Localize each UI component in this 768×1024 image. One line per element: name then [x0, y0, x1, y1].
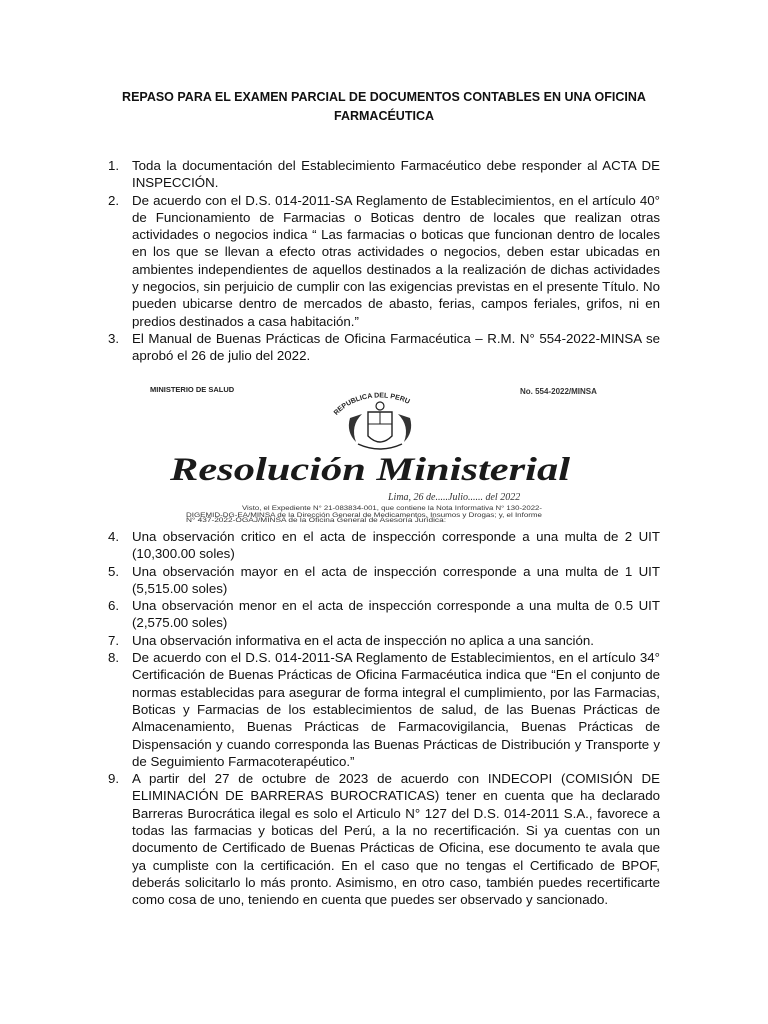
item-number: 2.: [108, 192, 120, 208]
item-number: 6.: [108, 598, 120, 614]
resolution-number: No. 554-2022/MINSA: [520, 387, 597, 396]
item-number: 7.: [108, 632, 120, 648]
numbered-list-part-1: [108, 157, 660, 365]
svg-text:REPUBLICA DEL PERU: REPUBLICA DEL PERU: [332, 392, 411, 417]
list-item: [108, 649, 660, 770]
visto-line-1: Visto, el Expediente N° 21-083834-001, que contiene la Nota Informativa N° 130-2022-: [242, 505, 485, 512]
item-text: Una observación informativa en el acta de inspección no aplica a una sanción.: [132, 632, 594, 648]
list-item: [108, 563, 660, 598]
visto-line-2: DIGEMID-DG-EA/MINSA de la Dirección General de Medicamentos, Insumos y Drogas; y, el Informe: [186, 512, 543, 519]
item-text: El Manual de Buenas Prácticas de Oficina Farmacéutica – R.M. N° 554-2022-MINSA se aprobó el 26 de julio del 2022.: [132, 330, 660, 364]
list-item: [108, 192, 660, 330]
item-text: Toda la documentación del Establecimiento Farmacéutico debe responder al ACTA DE INSPECCIÓN.: [132, 158, 660, 191]
list-item: [108, 528, 660, 563]
item-text: Una observación critico en el acta de inspección corresponde a una multa de 2 UIT (10,300.00 soles): [132, 529, 660, 562]
item-number: 5.: [108, 563, 120, 579]
item-number: 3.: [108, 330, 120, 346]
list-item: [108, 157, 660, 192]
item-number: 4.: [108, 529, 120, 544]
list-item: [108, 330, 660, 365]
item-text: A partir del 27 de octubre de 2023 de acuerdo con INDECOPI (COMISIÓN DE ELIMINACIÓN DE BARRERAS BUROCRATICAS) tener en cuenta que ha declarado Barreras Burocrática ilegal es solo el Articulo N° 127 del D.S. 014-2011 S.A., favorece a todas las farmacias y boticas del Perú, a la no recertificación. Si ya cuentas con un documento de Certificado de Buenas Prácticas de Oficina, ese documento te avala que ya cumpliste con la certificación. En el caso que no tengas el Certificado de BPOF, deberás solicitarlo lo más pronto. Asimismo, en otro caso, también puedes recertificarte como cosa de uno, teniendo en cuenta que puedes ser observado y sancionado.: [132, 771, 660, 908]
numbered-list-part-2: [108, 528, 660, 909]
title-line-2: FARMACÉUTICA: [334, 109, 434, 123]
list-item: [108, 770, 660, 908]
item-text: Una observación mayor en el acta de inspección corresponde a una multa de 1 UIT (5,515.00 soles): [132, 563, 660, 596]
ministry-label: MINISTERIO DE SALUD: [150, 385, 235, 394]
resolution-scan-image: [110, 378, 658, 522]
item-number: 9.: [108, 771, 120, 787]
item-number: 8.: [108, 650, 120, 666]
list-item: [108, 632, 660, 649]
item-text: De acuerdo con el D.S. 014-2011-SA Reglamento de Establecimientos, en el artículo 40° de Funcionamiento de Farmacias o Boticas dentro de locales que realizan otras actividades o negocios indica “ Las farmacias o boticas que funcionan dentro de locales en los que se llevan a efecto otras actividades o negocios, deben estar ubicadas en ambientes independientes de aquellos destinados a la realización de dichas actividades y negocios, sin perjuicio de cumplir con las exigencias previstas en el presente Título. No pueden ubicarse dentro de mercados de abasto, ferias, campos feriales, grifos, ni en predios destinados a casa habitación.”: [132, 192, 660, 329]
resolution-heading: Resolución Ministerial: [168, 452, 572, 488]
item-text: De acuerdo con el D.S. 014-2011-SA Reglamento de Establecimientos, en el artículo 34° Certificación de Buenas Prácticas de Oficina Farmacéutica indica que “En el conjunto de normas establecidas para asegurar de forma integral el cumplimiento, por las Farmacias, Boticas y Farmacias de los establecimientos de salud, de las Buenas Prácticas de Almacenamiento, Buenas Prácticas de Farmacovigilancia, Buenas Prácticas de Dispensación y cuando corresponda las Buenas Prácticas de Distribución y Transporte y de Seguimiento Farmacoterapéutico.”: [132, 650, 660, 769]
document-title: [110, 88, 658, 126]
item-text: Una observación menor en el acta de inspección corresponde a una multa de 0.5 UIT (2,575.00 soles): [132, 598, 660, 631]
visto-line-3: N° 437-2022-OGAJ/MINSA de la Oficina General de Asesoría Jurídica;: [186, 517, 384, 522]
title-line-1: REPASO PARA EL EXAMEN PARCIAL DE DOCUMENTOS CONTABLES EN UNA OFICINA: [122, 90, 646, 104]
item-number: 1.: [108, 158, 120, 173]
list-item: [108, 597, 660, 632]
resolution-date: Lima, 26 de.....Julio...... del 2022: [388, 492, 521, 503]
